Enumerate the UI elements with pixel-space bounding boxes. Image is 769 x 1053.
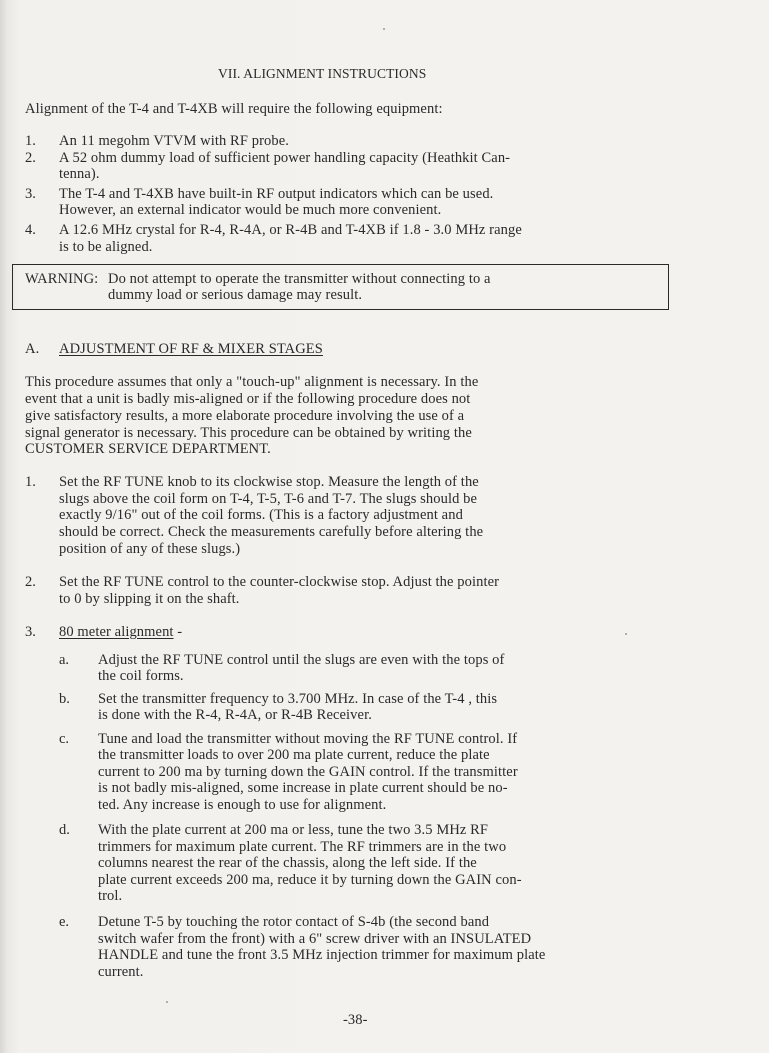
substep-line: is not badly mis-aligned, some increase in plate current should be no- <box>98 780 508 796</box>
step-line: exactly 9/16" out of the coil forms. (This is a factory adjustment and <box>59 507 463 523</box>
step-num: 1. <box>25 474 36 490</box>
step-title-wrap <box>59 624 182 640</box>
substep-line: Adjust the RF TUNE control until the slugs are even with the tops of <box>98 652 505 668</box>
equipment-line: The T-4 and T-4XB have built-in RF output indicators which can be used. <box>59 186 494 202</box>
substep-letter: d. <box>59 822 70 838</box>
step-line: Set the RF TUNE control to the counter-clockwise stop. Adjust the pointer <box>59 574 500 590</box>
warning-line: dummy load or serious damage may result. <box>108 287 363 303</box>
scan-speck <box>625 633 627 635</box>
substep-line: ted. Any increase is enough to use for alignment. <box>98 797 387 813</box>
step-line: to 0 by slipping it on the shaft. <box>59 591 240 607</box>
scan-speck <box>166 1001 168 1003</box>
section-letter: A. <box>25 341 40 357</box>
equipment-line: A 52 ohm dummy load of sufficient power handling capacity (Heathkit Can- <box>59 150 511 166</box>
paragraph-line: signal generator is necessary. This procedure can be obtained by writing the <box>25 425 472 441</box>
substep-line: is done with the R-4, R-4A, or R-4B Receiver. <box>98 707 372 723</box>
paragraph-line: event that a unit is badly mis-aligned or if the following procedure does not <box>25 391 471 407</box>
equipment-num: 4. <box>25 222 36 238</box>
substep-line: Detune T-5 by touching the rotor contact of S-4b (the second band <box>98 914 490 930</box>
substep-line: With the plate current at 200 ma or less, tune the two 3.5 MHz RF <box>98 822 489 838</box>
substep-line: switch wafer from the front) with a 6" screw driver with an INSULATED <box>98 931 532 947</box>
substep-line: columns nearest the rear of the chassis, along the left side. If the <box>98 855 477 871</box>
equipment-num: 3. <box>25 186 36 202</box>
step-num: 3. <box>25 624 36 640</box>
step-line: slugs above the coil form on T-4, T-5, T-6 and T-7. The slugs should be <box>59 491 478 507</box>
substep-line: plate current exceeds 200 ma, reduce it by turning down the GAIN con- <box>98 872 522 888</box>
step-line: position of any of these slugs.) <box>59 541 241 557</box>
substep-line: trol. <box>98 888 123 904</box>
substep-line: trimmers for maximum plate current. The RF trimmers are in the two <box>98 839 507 855</box>
page-number: -38- <box>343 1012 368 1028</box>
step-num: 2. <box>25 574 36 590</box>
warning-label: WARNING: <box>25 271 99 287</box>
substep-line: the coil forms. <box>98 668 184 684</box>
substep-line: Tune and load the transmitter without moving the RF TUNE control. If <box>98 731 518 747</box>
scan-speck <box>383 28 385 30</box>
equipment-line: is to be aligned. <box>59 239 153 255</box>
substep-line: current to 200 ma by turning down the GAIN control. If the transmitter <box>98 764 518 780</box>
step-title: 80 meter alignment <box>59 624 174 640</box>
equipment-num: 1. <box>25 133 36 149</box>
section-title: ADJUSTMENT OF RF & MIXER STAGES <box>59 341 323 357</box>
substep-letter: b. <box>59 691 70 707</box>
step-title-suffix: - <box>173 624 183 640</box>
equipment-line: tenna). <box>59 166 100 182</box>
paragraph-line: This procedure assumes that only a "touch-up" alignment is necessary. In the <box>25 374 479 390</box>
substep-line: current. <box>98 964 144 980</box>
step-line: Set the RF TUNE knob to its clockwise stop. Measure the length of the <box>59 474 479 490</box>
paragraph-line: give satisfactory results, a more elaborate procedure involving the use of a <box>25 408 465 424</box>
equipment-num: 2. <box>25 150 36 166</box>
equipment-line: An 11 megohm VTVM with RF probe. <box>59 133 289 149</box>
substep-line: the transmitter loads to over 200 ma plate current, reduce the plate <box>98 747 490 763</box>
substep-line: Set the transmitter frequency to 3.700 MHz. In case of the T-4 , this <box>98 691 498 707</box>
substep-letter: a. <box>59 652 70 668</box>
substep-letter: c. <box>59 731 70 747</box>
step-line: should be correct. Check the measurements carefully before altering the <box>59 524 484 540</box>
substep-line: HANDLE and tune the front 3.5 MHz injection trimmer for maximum plate <box>98 947 546 963</box>
warning-line: Do not attempt to operate the transmitter without connecting to a <box>108 271 491 287</box>
equipment-line: However, an external indicator would be much more convenient. <box>59 202 442 218</box>
substep-letter: e. <box>59 914 70 930</box>
paragraph-line: CUSTOMER SERVICE DEPARTMENT. <box>25 441 271 457</box>
intro-text: Alignment of the T-4 and T-4XB will require the following equipment: <box>25 101 443 117</box>
section-heading: VII. ALIGNMENT INSTRUCTIONS <box>218 66 427 81</box>
equipment-line: A 12.6 MHz crystal for R-4, R-4A, or R-4B and T-4XB if 1.8 - 3.0 MHz range <box>59 222 522 238</box>
